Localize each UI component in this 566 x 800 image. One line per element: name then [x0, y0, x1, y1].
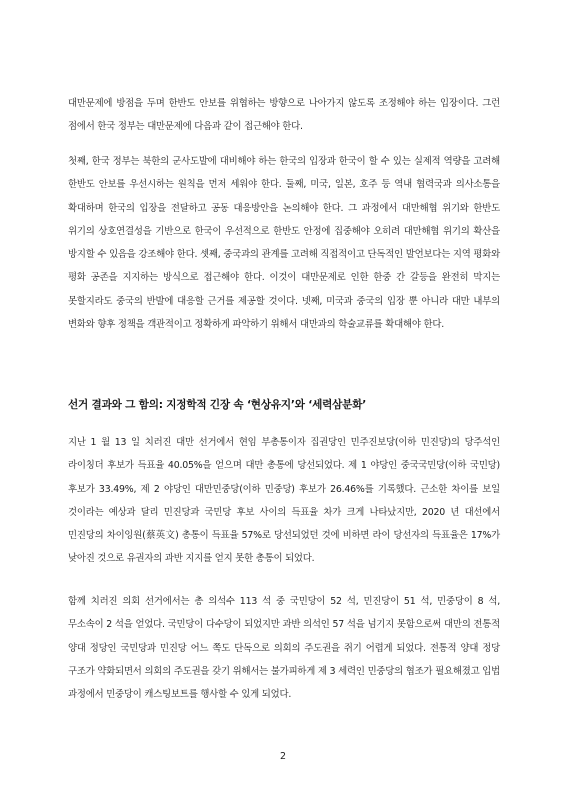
page-number: 2 [279, 751, 287, 762]
intro-paragraph-1: 대만문제에 방점을 두며 한반도 안보를 위협하는 방향으로 나아가지 않도록 조정해야 하는 입장이다. 그런 점에서 한국 정부는 대만문제에 다음과 같이 접근해야 한다. [68, 98, 500, 133]
section-paragraph-2: 함께 치러진 의회 선거에서는 총 의석수 113 석 중 국민당이 52 석, 민진당이 51 석, 민중당이 8 석, 무소속이 2 석을 얻었다. 국민당이 다수당이 되었지만 과반 의석인 57 석을 넘기지 못함으로써 대만의 전통적 양대 정당인 국민당과 민진당 어느 쪽도 단독으로 의회의 주도권을 쥐기 어렵게 되었다. 전통적 양대 정당 구조가 약화되면서 의회의 주도권을 갖기 위해서는 불가피하게 제 3 세력인 민중당의 협조가 필요해졌고 입법 과정에서 민중당이 캐스팅보트를 행사할 수 있게 되었다. [68, 596, 500, 701]
section-heading: 선거 결과와 그 함의: 지정학적 긴장 속 ‘현상유지’와 ‘세력삼분화’ [68, 399, 367, 411]
section-paragraph-1: 지난 1 월 13 일 치러진 대만 선거에서 현임 부총통이자 집권당인 민주진보당(이하 민진당)의 당주석인 라이칭더 후보가 득표율 40.05%을 얻으며 대만 총통에 당선되었다. 제 1 야당인 중국국민당(이하 국민당) 후보가 33.49%, 제 2 야당인 대만민중당(이하 민중당) 후보가 26.46%를 기록했다. 근소한 차이를 보일 것이라는 예상과 달리 민진당과 국민당 후보 사이의 득표율 차가 크게 나타났지만, 2020 년 대선에서 민진당의 차이잉원(蔡英文) 총통이 득표율 57%로 당선되었던 것에 비하면 라이 당선자의 득표율은 17%가 낮아진 것으로 유권자의 과반 지지를 얻지 못한 총통이 되었다. [68, 437, 500, 565]
intro-paragraph-2: 첫째, 한국 정부는 북한의 군사도발에 대비해야 하는 한국의 입장과 한국이 할 수 있는 실제적 역량을 고려해 한반도 안보를 우선시하는 원칙을 먼저 세워야 한다. 둘째, 미국, 일본, 호주 등 역내 협력국과 의사소통을 확대하며 한국의 입장을 전달하고 공동 대응방안을 논의해야 한다. 그 과정에서 대만해협 위기와 한반도 위기의 상호연결성을 기반으로 한국이 우선적으로 한반도 안정에 집중해야 오히려 대만해협 위기의 확산을 방지할 수 있음을 강조해야 한다. 셋째, 중국과의 관계를 고려해 직접적이고 단독적인 발언보다는 지역 평화와 평화 공존을 지지하는 방식으로 접근해야 한다. 이것이 대만문제로 인한 한중 간 갈등을 완전히 막지는 못할지라도 중국의 반발에 대응할 근거를 제공할 것이다. 넷째, 미국과 중국의 입장 뿐 아니라 대만 내부의 변화와 향후 정책을 객관적이고 정확하게 파악하기 위해서 대만과의 학술교류를 확대해야 한다. [68, 156, 500, 331]
